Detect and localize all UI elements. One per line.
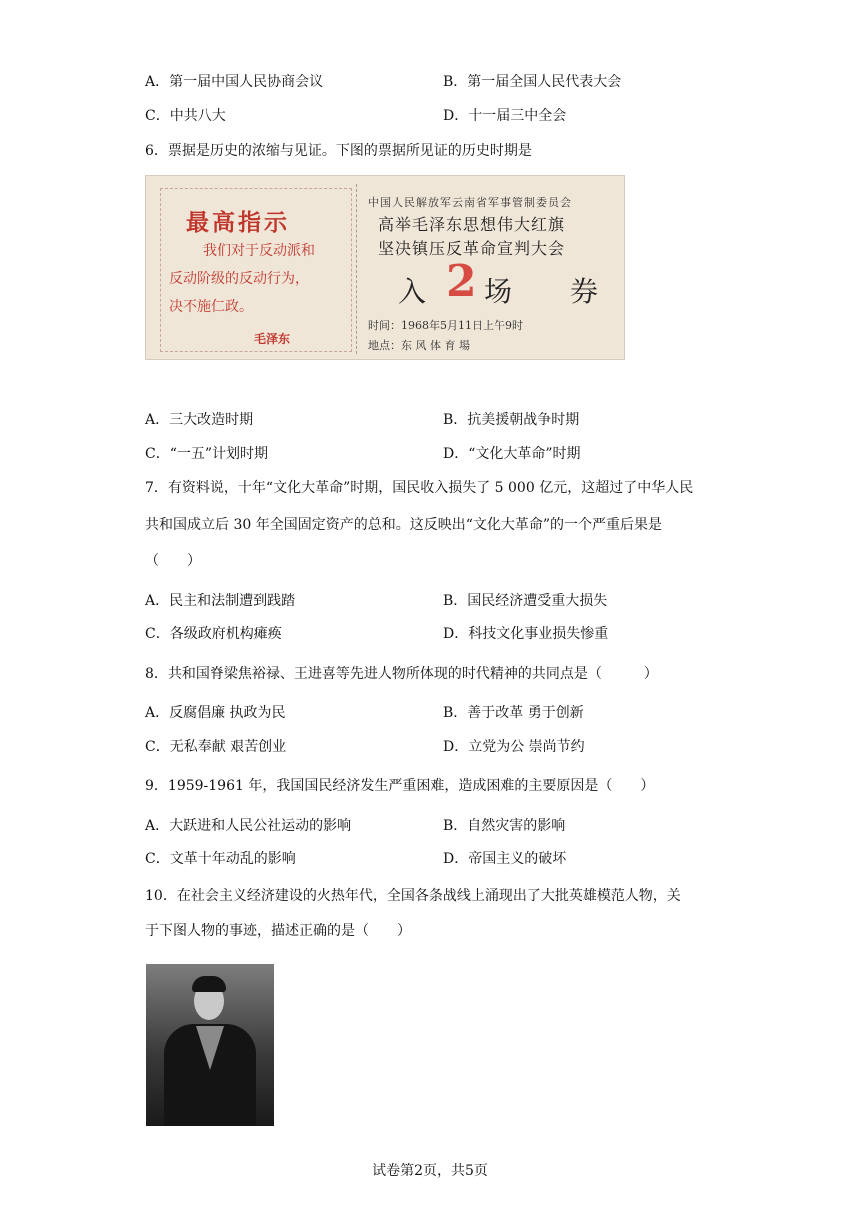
q7-stem-line-1: 7．有资料说，十年“文化大革命”时期，国民收入损失了 5 000 亿元，这超过了中华人民 [145, 480, 694, 496]
q6-option-b: B．抗美援朝战争时期 [443, 412, 580, 428]
ticket-title: 最高指示 [186, 209, 290, 236]
q7-stem-line-3: （ ） [145, 553, 201, 569]
q7-option-b: B．国民经济遭受重大损失 [443, 593, 608, 609]
ticket-number-stamp: 2 [446, 256, 477, 307]
q9-stem: 9．1959-1961 年，我国国民经济发生严重困难，造成困难的主要原因是（ ） [145, 778, 655, 794]
ticket-signature: 毛泽东 [254, 332, 291, 346]
q10-stem-line-1: 10．在社会主义经济建设的火热年代，全国各条战线上涌现出了大批英雄模范人物，关 [145, 888, 681, 904]
q8-option-d: D．立党为公 崇尚节约 [443, 739, 585, 755]
q7-option-d: D．科技文化事业损失惨重 [443, 626, 609, 642]
ticket-quote-line-2: 反动阶级的反动行为， [169, 271, 309, 287]
q5-option-b: B．第一届全国人民代表大会 [443, 74, 622, 90]
q8-option-b: B．善于改革 勇于创新 [443, 705, 584, 721]
q10-stem-line-2: 于下图人物的事迹，描述正确的是（ ） [145, 923, 411, 939]
ticket-quote-line-1: 我们对于反动派和 [203, 243, 315, 259]
q9-option-c: C．文革十年动乱的影响 [145, 851, 296, 867]
q8-option-a: A．反腐倡廉 执政为民 [145, 705, 286, 721]
q5-option-c: C．中共八大 [145, 108, 226, 124]
ticket-quote-line-3: 决不施仁政。 [169, 299, 253, 315]
q9-option-d: D．帝国主义的破坏 [443, 851, 567, 867]
ticket-admission-char-1: 入 [398, 275, 427, 308]
ticket-organization: 中国人民解放军云南省军事管制委员会 [368, 196, 572, 209]
ticket-headline-1: 高举毛泽东思想伟大红旗 [378, 215, 566, 234]
q8-option-c: C．无私奉献 艰苦创业 [145, 739, 287, 755]
page-footer: 试卷第2页，共5页 [372, 1163, 488, 1179]
q6-stem: 6．票据是历史的浓缩与见证。下图的票据所见证的历史时期是 [145, 143, 532, 159]
ticket-admission [398, 270, 598, 310]
q5-option-a: A．第一届中国人民协商会议 [145, 74, 324, 90]
ticket-admission-char-3: 券 [569, 275, 598, 308]
q6-option-d: D．“文化大革命”时期 [443, 446, 581, 462]
q8-stem: 8．共和国脊梁焦裕禄、王进喜等先进人物所体现的时代精神的共同点是（ ） [145, 666, 658, 682]
ticket-divider [356, 184, 357, 354]
portrait-photo [146, 964, 274, 1126]
photo-figure-hair [192, 976, 226, 992]
q6-option-c: C．“一五”计划时期 [145, 446, 269, 462]
q5-option-d: D．十一届三中全会 [443, 108, 567, 124]
q7-option-a: A．民主和法制遭到践踏 [145, 593, 296, 609]
q6-option-a: A．三大改造时期 [145, 412, 254, 428]
q9-option-b: B．自然灾害的影响 [443, 818, 566, 834]
ticket-headline-2: 坚决镇压反革命宣判大会 [378, 239, 566, 258]
q7-option-c: C．各级政府机构瘫痪 [145, 626, 282, 642]
ticket-admission-char-2: 场 [483, 275, 512, 308]
q9-option-a: A．大跃进和人民公社运动的影响 [145, 818, 352, 834]
ticket-place: 地点：东 风 体 育 場 [368, 339, 470, 352]
ticket-image [145, 175, 625, 360]
ticket-time: 时间：1968年5月11日上午9时 [368, 319, 523, 332]
q7-stem-line-2: 共和国成立后 30 年全国固定资产的总和。这反映出“文化大革命”的一个严重后果是 [145, 517, 663, 533]
